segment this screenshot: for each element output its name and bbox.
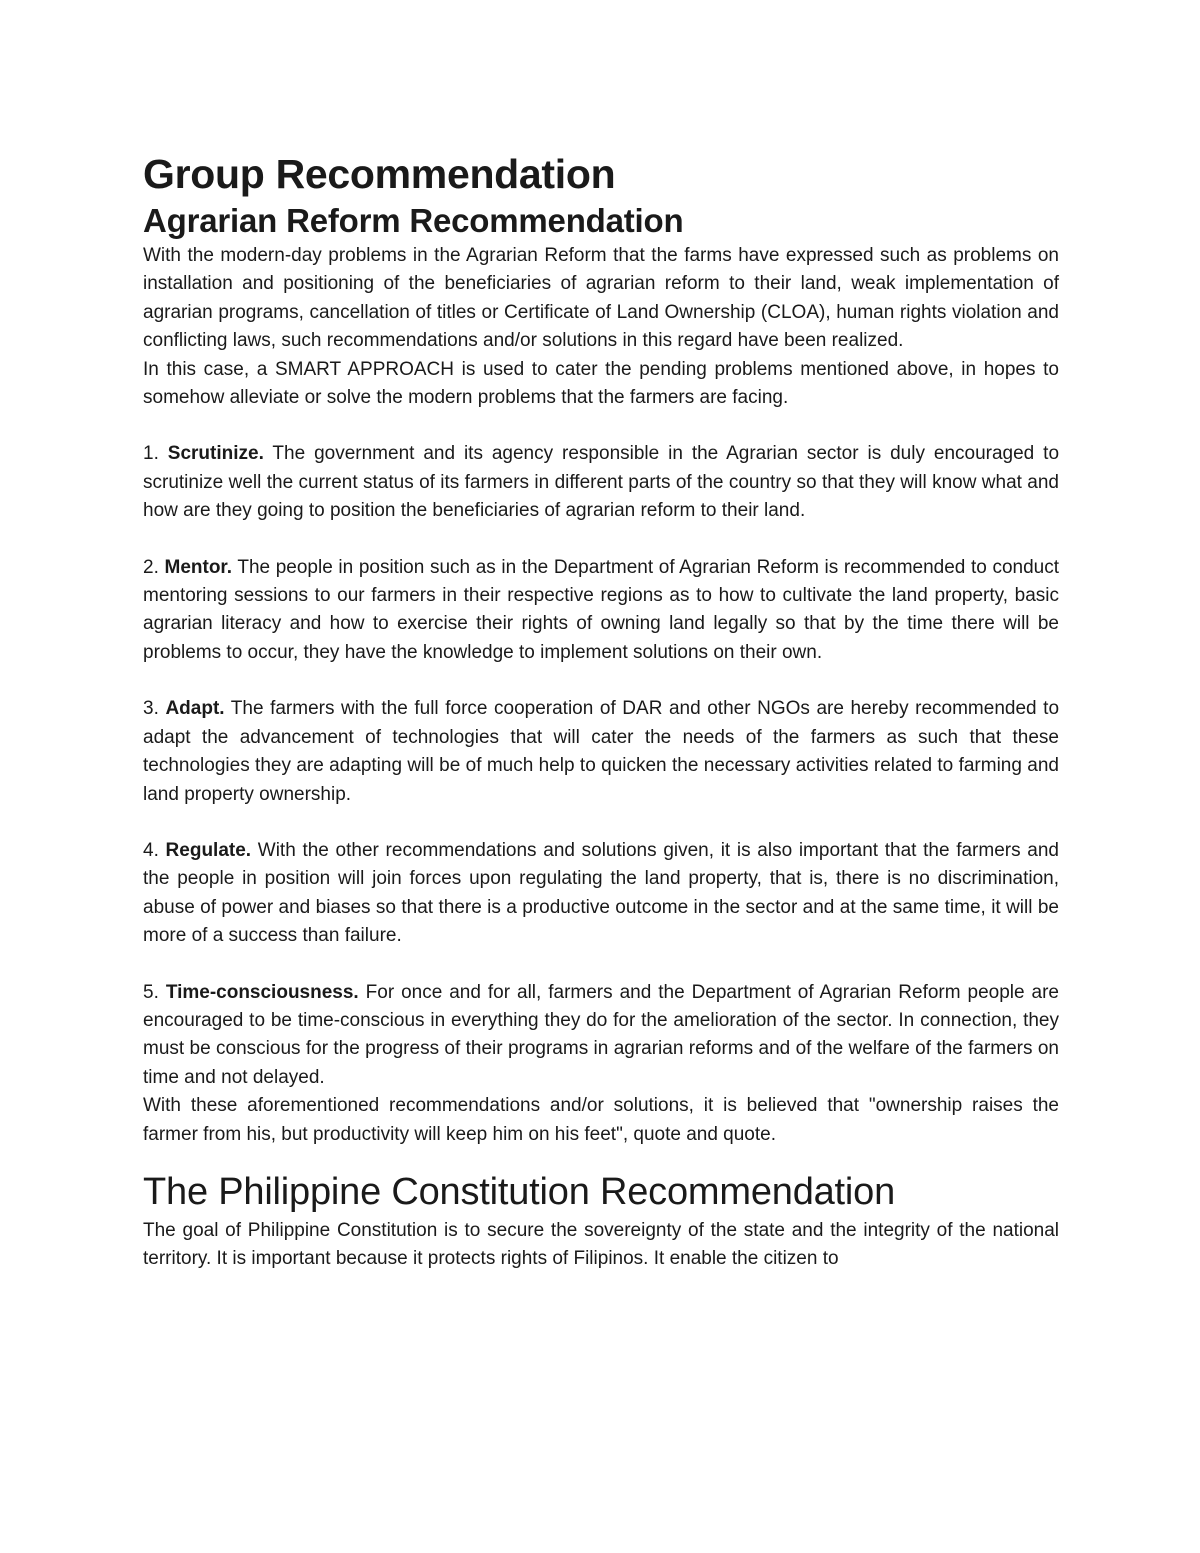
intro-paragraph-2: In this case, a SMART APPROACH is used to cater the pending problems mentioned above, in hopes to somehow alleviate or solve the modern problems that the farmers are facing. xyxy=(143,358,1059,409)
spacer xyxy=(143,809,1059,837)
list-item xyxy=(143,440,1059,525)
intro-paragraph: With the modern-day problems in the Agrarian Reform that the farms have expressed such as problems on installation and positioning of the beneficiaries of agrarian reform to their land, weak implementation of agrarian programs, cancellation of titles or Certificate of Land Ownership (CLOA), human rights violation and conflicting laws, such recommendations and/or solutions in this regard have been realized. xyxy=(143,245,1059,352)
spacer xyxy=(143,951,1059,979)
document-page xyxy=(143,150,1059,1274)
spacer xyxy=(143,526,1059,554)
item-title: Regulate. xyxy=(165,839,252,861)
item-text: The farmers with the full force cooperation of DAR and other NGOs are hereby recommended to adapt the advancement of technologies that will cater the needs of the farmers as such that these technologies they are adapting will be of much help to quicken the necessary activities related to farming and land property ownership. xyxy=(143,698,1060,805)
document-title: Group Recommendation xyxy=(143,151,616,197)
list-item xyxy=(143,554,1059,668)
item-title: Scrutinize. xyxy=(167,443,264,465)
list-item xyxy=(143,979,1059,1093)
section-heading-constitution: The Philippine Constitution Recommendation xyxy=(143,1170,896,1213)
item-title: Time-consciousness. xyxy=(165,981,359,1003)
item-number: 5. xyxy=(143,981,159,1003)
item-number: 2. xyxy=(143,556,159,578)
list-item xyxy=(143,837,1059,951)
item-number: 3. xyxy=(143,698,159,720)
closing-paragraph: With these aforementioned recommendations and/or solutions, it is believed that "ownership raises the farmer from his, but productivity will keep him on his feet", quote and quote. xyxy=(143,1095,1059,1145)
item-number: 1. xyxy=(143,443,159,465)
item-text: The people in position such as in the Department of Agrarian Reform is recommended to conduct mentoring sessions to our farmers in their respective regions as to how to cultivate the land property, basic agrarian literacy and how to exercise their rights of owning land legally so that by the time there will be problems to occur, they have the knowledge to implement solutions on their own. xyxy=(143,556,1060,663)
spacer xyxy=(143,667,1059,695)
section-heading-agrarian: Agrarian Reform Recommendation xyxy=(143,202,684,239)
item-text: With the other recommendations and solutions given, it is also important that the farmers and the people in position will join forces upon regulating the land property, that is, there is no discrimination, abuse of power and biases so that there is a productive outcome in the sector and at the same time, it will be more of a success than failure. xyxy=(143,839,1059,947)
list-item xyxy=(143,695,1059,809)
item-number: 4. xyxy=(143,839,159,861)
item-text: The government and its agency responsible in the Agrarian sector is duly encouraged to scrutinize well the current status of its farmers in different parts of the country so that they will know what and how are they going to position the beneficiaries of agrarian reform to their land. xyxy=(143,443,1060,522)
item-title: Adapt. xyxy=(165,698,225,720)
spacer xyxy=(143,412,1059,440)
item-title: Mentor. xyxy=(164,556,233,578)
item-text: For once and for all, farmers and the Department of Agrarian Reform people are encouraged to be time-conscious in everything they do for the amelioration of the sector. In connection, they must be conscious for the progress of their programs in agrarian reforms and of the welfare of the farmers on time and not delayed. xyxy=(143,981,1059,1088)
constitution-paragraph: The goal of Philippine Constitution is to secure the sovereignty of the state and the integrity of the national territory. It is important because it protects rights of Filipinos. It enable the citizen to xyxy=(143,1219,1059,1270)
